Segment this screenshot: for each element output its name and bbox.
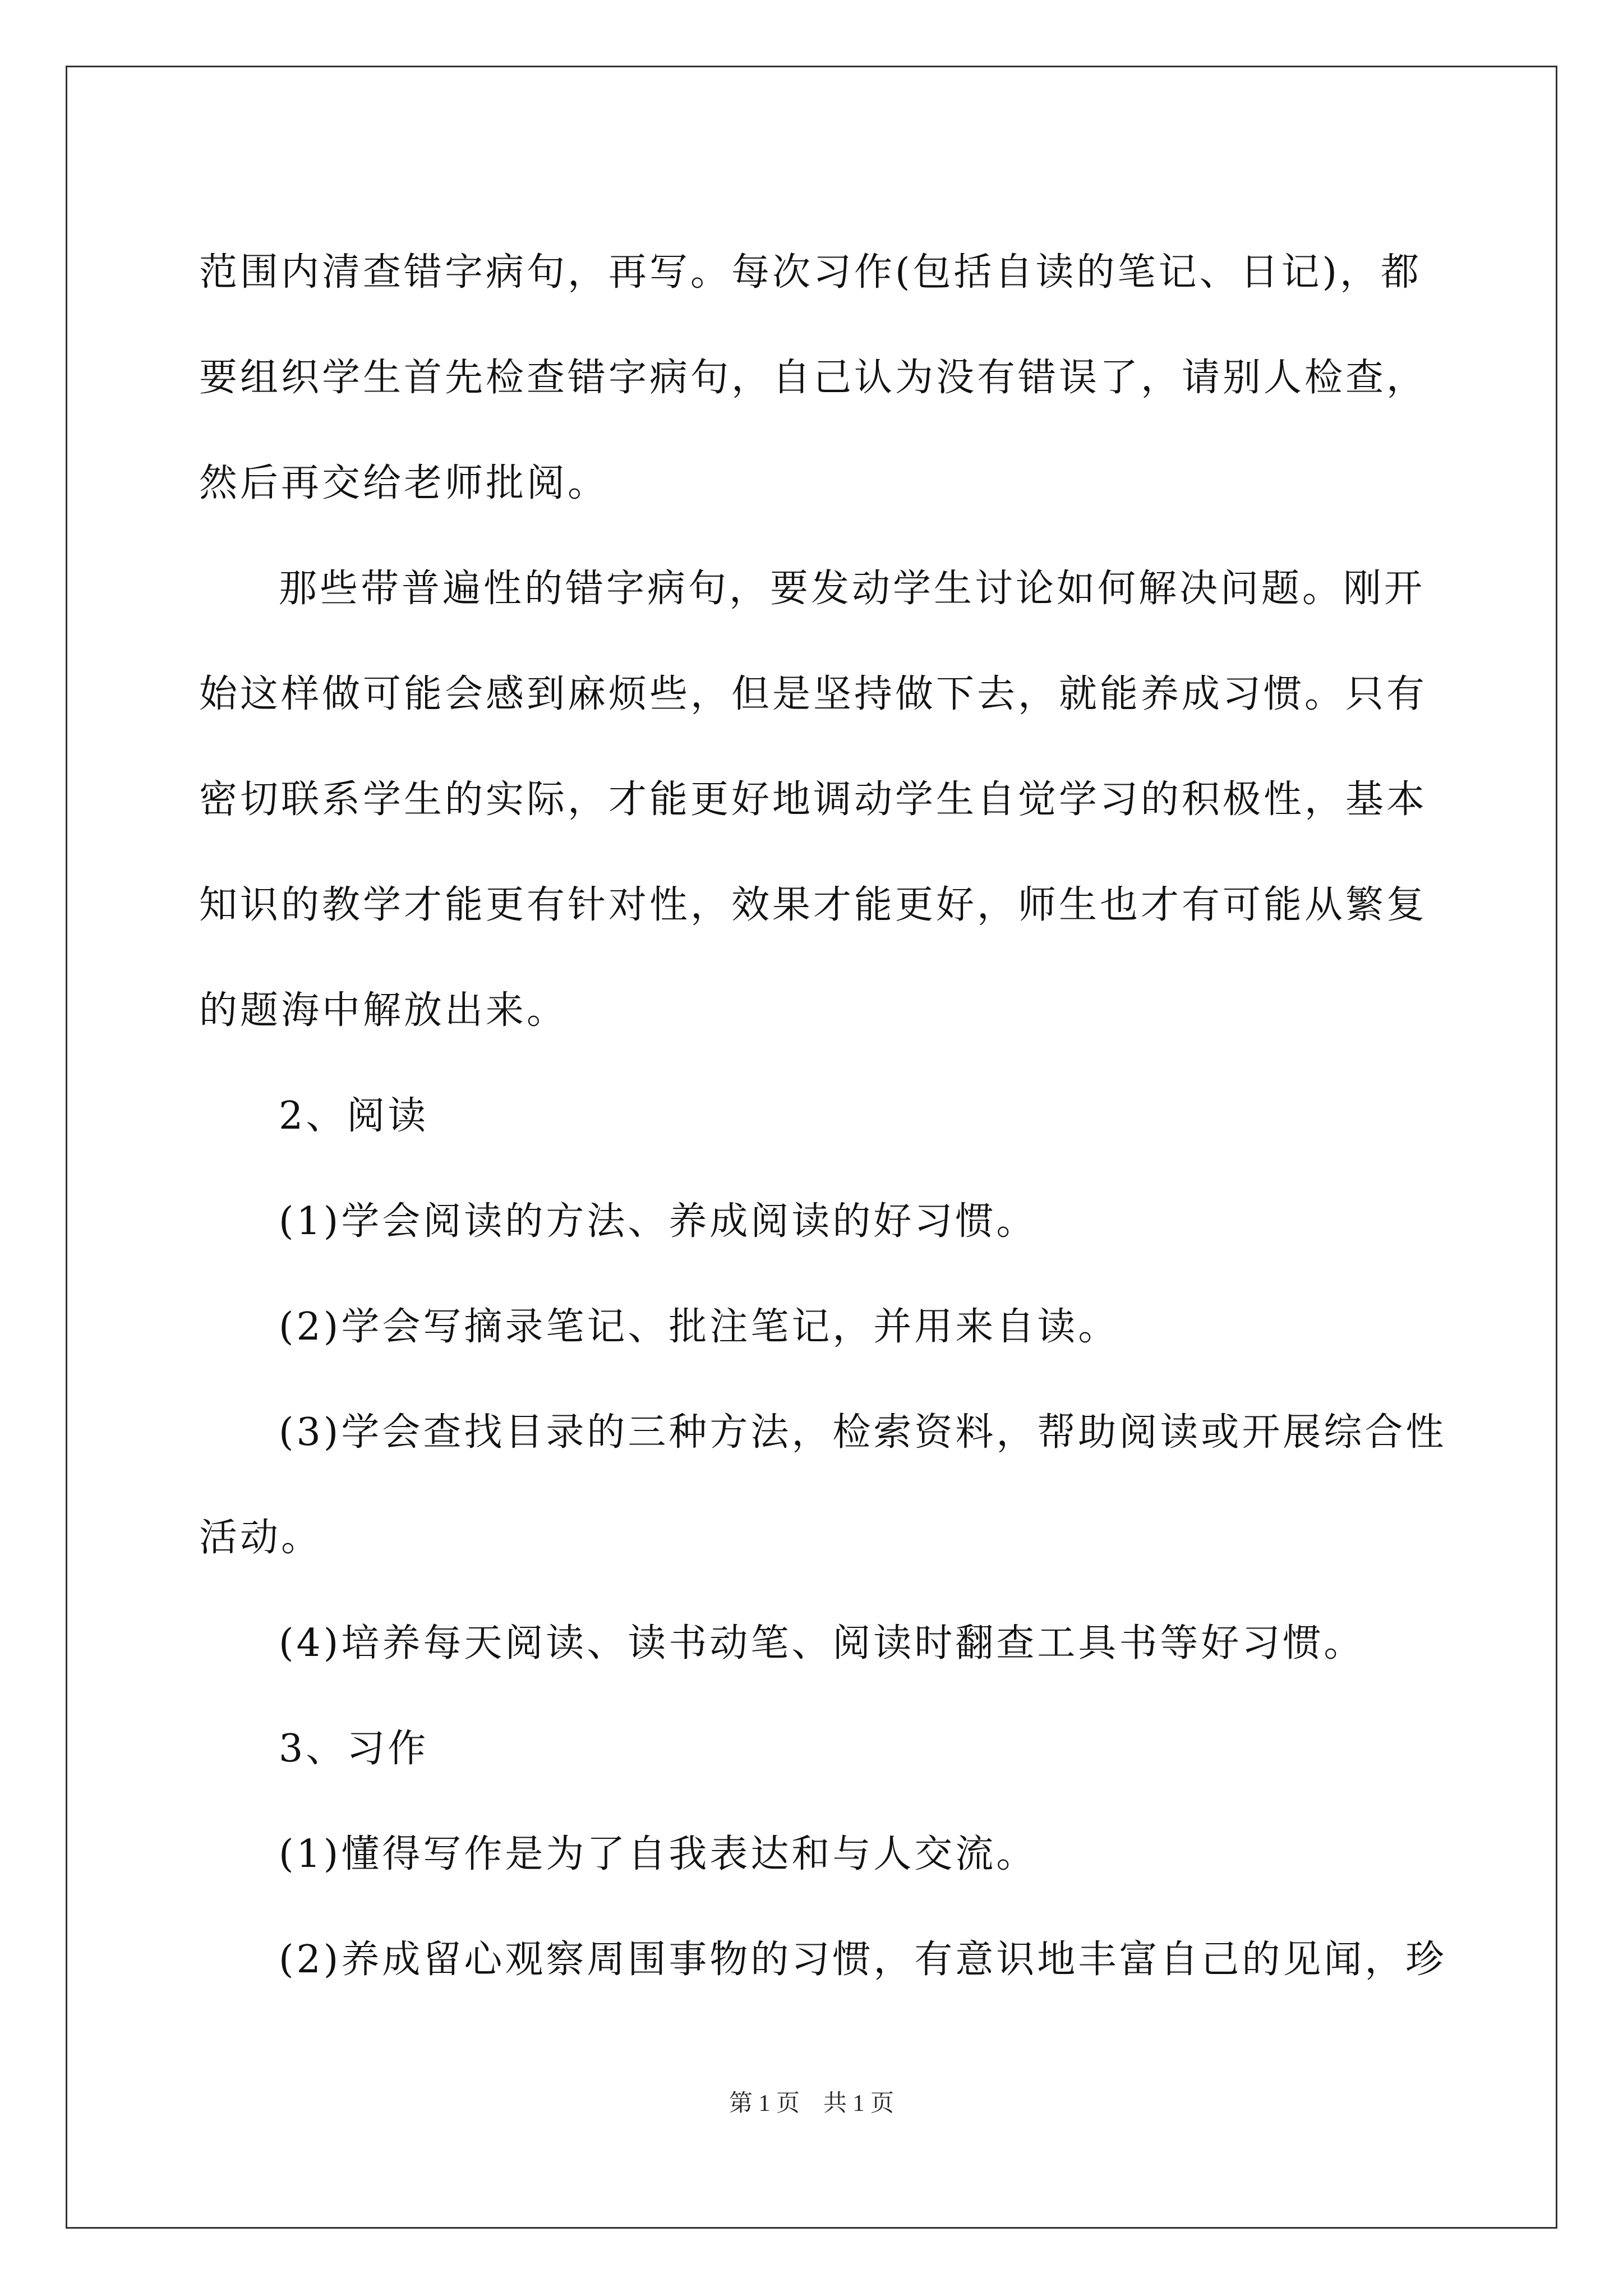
text-line: (2)养成留心观察周围事物的习惯，有意识地丰富自己的见闻，珍 <box>279 1938 1447 1982</box>
text-line: 知识的教学才能更有针对性，效果才能更好，师生也才有可能从繁复 <box>199 883 1428 927</box>
text-line: 范围内清查错字病句，再写。每次习作(包括自读的笔记、日记)，都 <box>199 250 1422 295</box>
text-line: 3、习作 <box>279 1727 429 1771</box>
text-line: 2、阅读 <box>279 1094 429 1138</box>
text-line: (4)培养每天阅读、读书动笔、阅读时翻查工具书等好习惯。 <box>279 1621 1365 1665</box>
document-body <box>199 220 1447 2013</box>
text-line: (2)学会写摘录笔记、批注笔记，并用来自读。 <box>279 1305 1119 1349</box>
text-line: 活动。 <box>199 1516 322 1560</box>
text-line: 始这样做可能会感到麻烦些，但是坚持做下去，就能养成习惯。只有 <box>199 672 1428 716</box>
text-line: (1)学会阅读的方法、养成阅读的好习惯。 <box>279 1199 1038 1244</box>
text-line: (1)懂得写作是为了自我表达和与人交流。 <box>279 1832 1038 1876</box>
text-line: 然后再交给老师批阅。 <box>199 461 609 505</box>
text-line: 那些带普遍性的错字病句，要发动学生讨论如何解决问题。刚开 <box>279 567 1426 611</box>
text-line: (3)学会查找目录的三种方法，检索资料，帮助阅读或开展综合性 <box>279 1410 1447 1455</box>
text-line: 的题海中解放出来。 <box>199 988 568 1033</box>
page-footer: 第 1 页 共 1 页 <box>728 2091 894 2116</box>
text-line: 密切联系学生的实际，才能更好地调动学生自觉学习的积极性，基本 <box>199 777 1428 822</box>
text-line: 要组织学生首先检查错字病句，自己认为没有错误了，请别人检查， <box>199 356 1428 400</box>
